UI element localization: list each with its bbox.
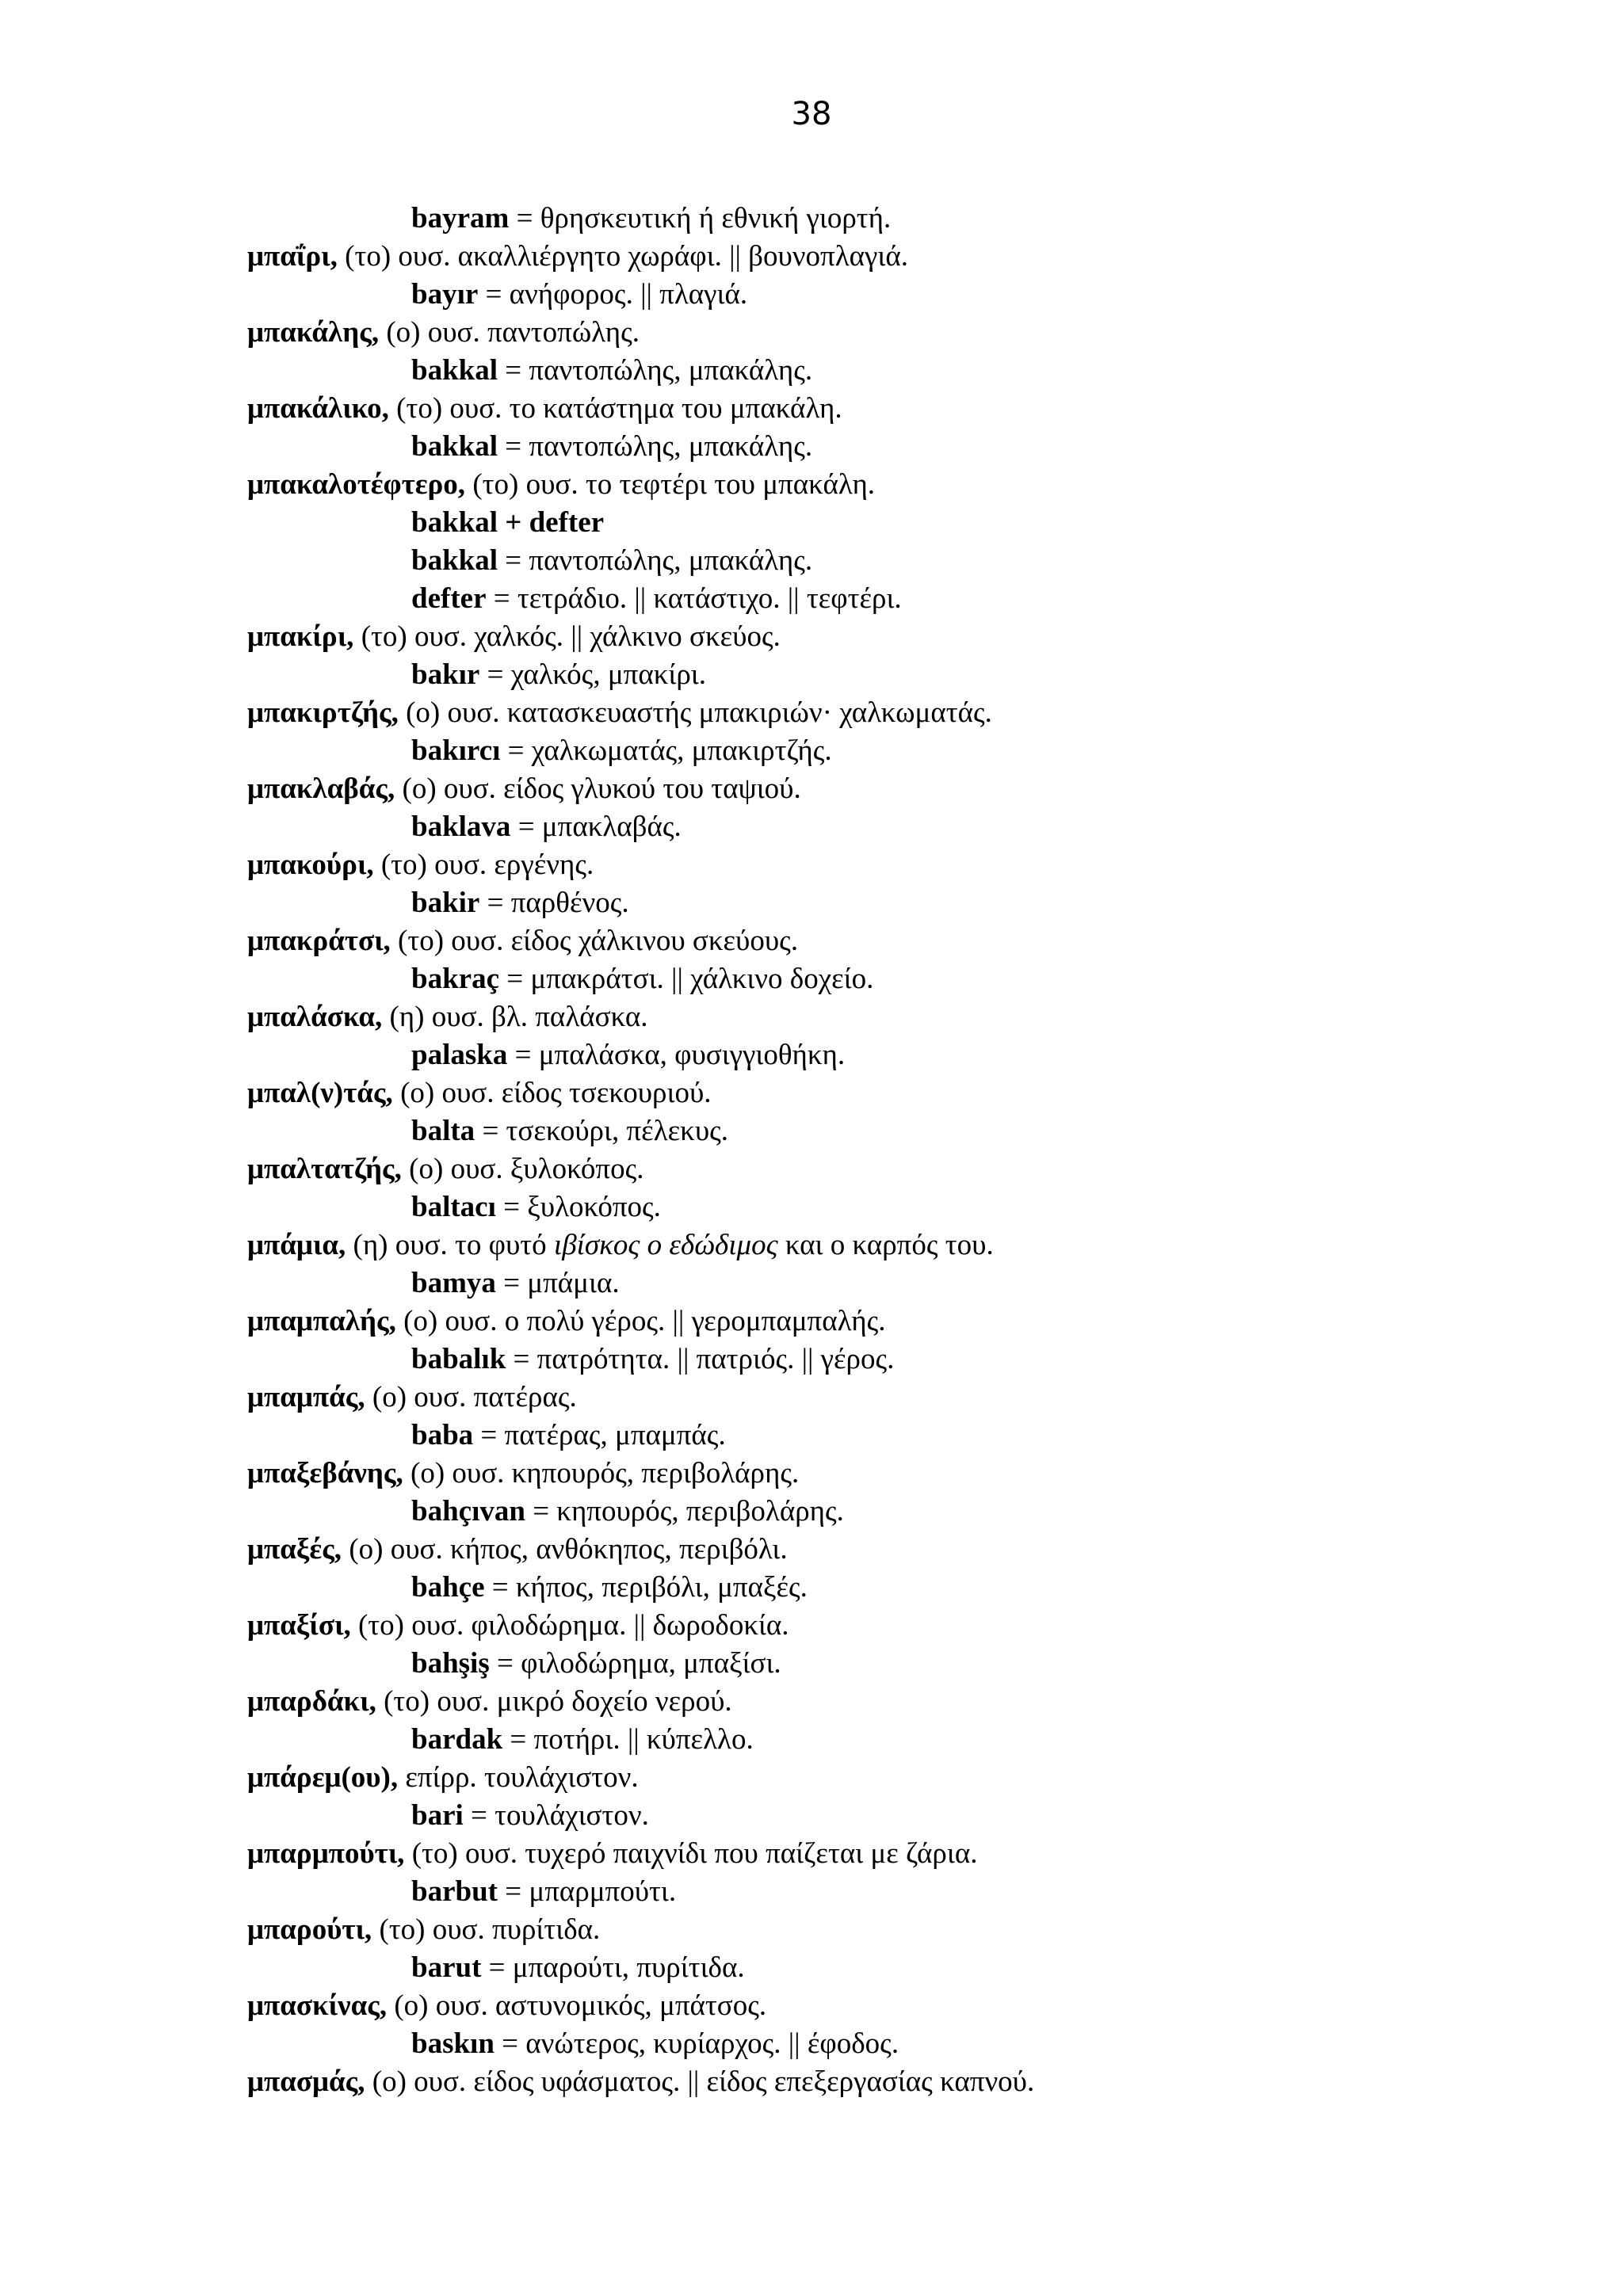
definition-text: = παντοπώλης, μπακάλης. (498, 354, 813, 387)
definition-text: (το) ουσ. φιλοδώρημα. || δωροδοκία. (350, 1609, 789, 1642)
definition-text: = μπαρούτι, πυρίτιδα. (481, 1951, 745, 1984)
italic-term: ιβίσκος ο εδώδιμος (553, 1229, 778, 1261)
definition-text: (ο) ουσ. αστυνομικός, μπάτσος. (387, 1989, 767, 2022)
turkish-word: bayır (411, 278, 479, 311)
turkish-word: bakraç (411, 963, 499, 995)
definition-text: (το) ουσ. είδος χάλκινου σκεύους. (390, 925, 799, 957)
turkish-etymology-line (247, 1797, 1515, 1835)
definition-text: = παρθένος. (479, 887, 629, 919)
definition-text: = φιλοδώρημα, μπαξίσι. (489, 1647, 781, 1680)
greek-entry-line (247, 922, 1515, 960)
headword: μπακούρι, (247, 849, 374, 881)
definition-text: (το) ουσ. πυρίτιδα. (372, 1913, 601, 1946)
headword: μπακάλικο, (247, 392, 389, 425)
turkish-etymology-line (247, 200, 1515, 238)
definition-text: επίρρ. τουλάχιστον. (398, 1761, 639, 1794)
definition-text: (ο) ουσ. είδος υφάσματος. || είδος επεξεργασίας καπνού. (365, 2065, 1035, 2098)
headword: μπαλάσκα, (247, 1001, 383, 1033)
greek-entry-line (247, 1911, 1515, 1949)
definition-text: = κήπος, περιβόλι, μπαξές. (484, 1571, 808, 1604)
definition-text: = ανήφορος. || πλαγιά. (478, 278, 748, 311)
turkish-etymology-line (247, 2025, 1515, 2063)
headword: μπασμάς, (247, 2065, 365, 2098)
turkish-etymology-line (247, 1873, 1515, 1911)
turkish-word: bakkal + defter (411, 506, 605, 539)
turkish-etymology-line (247, 1417, 1515, 1455)
headword: μπαλ(ν)τάς, (247, 1077, 393, 1109)
headword: μπασκίνας, (247, 1989, 388, 2022)
greek-entry-line (247, 1379, 1515, 1417)
turkish-word: babalık (411, 1343, 506, 1375)
headword: μπακάλης, (247, 316, 380, 349)
definition-text: (ο) ουσ. κήπος, ανθόκηπος, περιβόλι. (342, 1533, 788, 1566)
definition-text: και ο καρπός του. (777, 1229, 994, 1261)
turkish-word: bardak (411, 1723, 503, 1756)
turkish-etymology-line (247, 504, 1515, 542)
headword: μπαλτατζής, (247, 1153, 402, 1185)
turkish-word: bakkal (411, 544, 498, 577)
greek-entry-line (247, 1302, 1515, 1341)
turkish-etymology-line (247, 1569, 1515, 1607)
headword: μπαμπάς, (247, 1381, 365, 1413)
headword: μπάρεμ(ου), (247, 1761, 399, 1794)
turkish-word: bahşiş (411, 1647, 490, 1680)
definition-text: (το) ουσ. ακαλλιέργητο χωράφι. || βουνοπλαγιά. (337, 240, 908, 273)
definition-text: = παντοπώλης, μπακάλης. (498, 544, 813, 577)
turkish-etymology-line (247, 1645, 1515, 1683)
greek-entry-line (247, 1835, 1515, 1873)
turkish-word: bahçıvan (411, 1495, 525, 1527)
turkish-etymology-line (247, 276, 1515, 314)
definition-text: = ποτήρι. || κύπελλο. (502, 1723, 754, 1756)
definition-text: (ο) ουσ. ξυλοκόπος. (401, 1153, 644, 1185)
greek-entry-line (247, 2063, 1515, 2101)
definition-text: = θρησκευτική ή εθνική γιορτή. (509, 202, 892, 235)
definition-text: = χαλκωματάς, μπακιρτζής. (500, 734, 832, 767)
turkish-word: bakkal (411, 430, 498, 463)
turkish-etymology-line (247, 428, 1515, 466)
definition-text: (ο) ουσ. παντοπώλης. (379, 316, 640, 349)
turkish-etymology-line (247, 884, 1515, 922)
definition-text: = χαλκός, μπακίρι. (479, 658, 706, 691)
greek-entry-line (247, 770, 1515, 808)
definition-text: (η) ουσ. το φυτό (346, 1229, 554, 1261)
headword: μπακίρι, (247, 620, 354, 653)
definition-text: (το) ουσ. μικρό δοχείο νερού. (376, 1685, 732, 1718)
greek-entry-line (247, 694, 1515, 732)
definition-text: = μπακράτσι. || χάλκινο δοχείο. (499, 963, 874, 995)
headword: μπακιρτζής, (247, 696, 399, 729)
definition-text: (το) ουσ. το κατάστημα του μπακάλη. (388, 392, 842, 425)
turkish-etymology-line (247, 960, 1515, 998)
page-number: 38 (791, 96, 832, 132)
definition-text: = πατέρας, μπαμπάς. (473, 1419, 726, 1451)
definition-text: = κηπουρός, περιβολάρης. (525, 1495, 844, 1527)
definition-text: (η) ουσ. βλ. παλάσκα. (382, 1001, 648, 1033)
definition-text: = τσεκούρι, πέλεκυς. (475, 1115, 729, 1147)
turkish-etymology-line (247, 1949, 1515, 1987)
definition-text: = τουλάχιστον. (463, 1799, 649, 1832)
greek-entry-line (247, 1683, 1515, 1721)
definition-text: = πατρότητα. || πατριός. || γέρος. (506, 1343, 895, 1375)
definition-text: (το) ουσ. το τεφτέρι του μπακάλη. (465, 468, 876, 501)
headword: μπακλαβάς, (247, 772, 395, 805)
definition-text: (ο) ουσ. πατέρας. (365, 1381, 577, 1413)
greek-entry-line (247, 466, 1515, 504)
greek-entry-line (247, 998, 1515, 1036)
headword: μπαξίσι, (247, 1609, 351, 1642)
definition-text: = μπάμια. (495, 1267, 620, 1299)
turkish-word: bakırcı (411, 734, 501, 767)
turkish-word: baskın (411, 2027, 495, 2060)
turkish-etymology-line (247, 1264, 1515, 1302)
headword: μπακράτσι, (247, 925, 391, 957)
definition-text: = μπακλαβάς. (510, 810, 682, 843)
greek-entry-line (247, 618, 1515, 656)
turkish-word: bakır (411, 658, 480, 691)
definition-text: (το) ουσ. εργένης. (373, 849, 594, 881)
greek-entry-line (247, 1531, 1515, 1569)
definition-text: = ξυλοκόπος. (495, 1191, 661, 1223)
turkish-word: bakkal (411, 354, 498, 387)
turkish-etymology-line (247, 1188, 1515, 1226)
turkish-etymology-line (247, 580, 1515, 618)
definition-text: (το) ουσ. τυχερό παιχνίδι που παίζεται με ζάρια. (404, 1837, 978, 1870)
headword: μπαμπαλής, (247, 1305, 396, 1337)
definition-text: = παντοπώλης, μπακάλης. (498, 430, 813, 463)
turkish-etymology-line (247, 1341, 1515, 1379)
turkish-word: barut (411, 1951, 482, 1984)
greek-entry-line (247, 1150, 1515, 1188)
turkish-word: bahçe (411, 1571, 485, 1604)
turkish-etymology-line (247, 352, 1515, 390)
turkish-etymology-line (247, 1112, 1515, 1150)
headword: μπαξές, (247, 1533, 342, 1566)
turkish-word: baba (411, 1419, 474, 1451)
turkish-word: bamya (411, 1267, 496, 1299)
turkish-etymology-line (247, 1493, 1515, 1531)
turkish-etymology-line (247, 656, 1515, 694)
turkish-etymology-line (247, 1721, 1515, 1759)
turkish-word: barbut (411, 1875, 498, 1908)
turkish-word: balta (411, 1115, 475, 1147)
turkish-etymology-line (247, 542, 1515, 580)
turkish-word: bayram (411, 202, 510, 235)
headword: μπακαλοτέφτερο, (247, 468, 466, 501)
greek-entry-line (247, 1074, 1515, 1112)
headword: μπαρδάκι, (247, 1685, 376, 1718)
dictionary-entries (247, 200, 1515, 2101)
headword: μπαξεβάνης, (247, 1457, 403, 1489)
turkish-word: palaska (411, 1039, 508, 1071)
headword: μπάμια, (247, 1229, 346, 1261)
definition-text: (ο) ουσ. κατασκευαστής μπακιριών· χαλκωματάς. (398, 696, 992, 729)
greek-entry-line (247, 1455, 1515, 1493)
greek-entry-line (247, 1226, 1515, 1264)
definition-text: (ο) ουσ. είδος τσεκουριού. (392, 1077, 712, 1109)
turkish-word: bari (411, 1799, 464, 1832)
definition-text: (ο) ουσ. κηπουρός, περιβολάρης. (403, 1457, 800, 1489)
definition-text: = ανώτερος, κυρίαρχος. || έφοδος. (494, 2027, 899, 2060)
greek-entry-line (247, 390, 1515, 428)
greek-entry-line (247, 238, 1515, 276)
greek-entry-line (247, 1987, 1515, 2025)
turkish-etymology-line (247, 732, 1515, 770)
definition-text: = μπαρμπούτι. (497, 1875, 677, 1908)
greek-entry-line (247, 846, 1515, 884)
turkish-word: baltacı (411, 1191, 496, 1223)
greek-entry-line (247, 1607, 1515, 1645)
headword: μπαΐρι, (247, 240, 338, 273)
turkish-word: bakir (411, 887, 480, 919)
greek-entry-line (247, 1759, 1515, 1797)
turkish-etymology-line (247, 808, 1515, 846)
turkish-word: defter (411, 582, 487, 615)
turkish-etymology-line (247, 1036, 1515, 1074)
definition-text: = τετράδιο. || κατάστιχο. || τεφτέρι. (486, 582, 902, 615)
definition-text: (ο) ουσ. είδος γλυκού του ταψιού. (395, 772, 801, 805)
definition-text: (το) ουσ. χαλκός. || χάλκινο σκεύος. (353, 620, 781, 653)
greek-entry-line (247, 314, 1515, 352)
definition-text: (ο) ουσ. ο πολύ γέρος. || γερομπαμπαλής. (395, 1305, 886, 1337)
headword: μπαρμπούτι, (247, 1837, 405, 1870)
turkish-word: baklava (411, 810, 511, 843)
headword: μπαρούτι, (247, 1913, 372, 1946)
definition-text: = μπαλάσκα, φυσιγγιοθήκη. (507, 1039, 846, 1071)
